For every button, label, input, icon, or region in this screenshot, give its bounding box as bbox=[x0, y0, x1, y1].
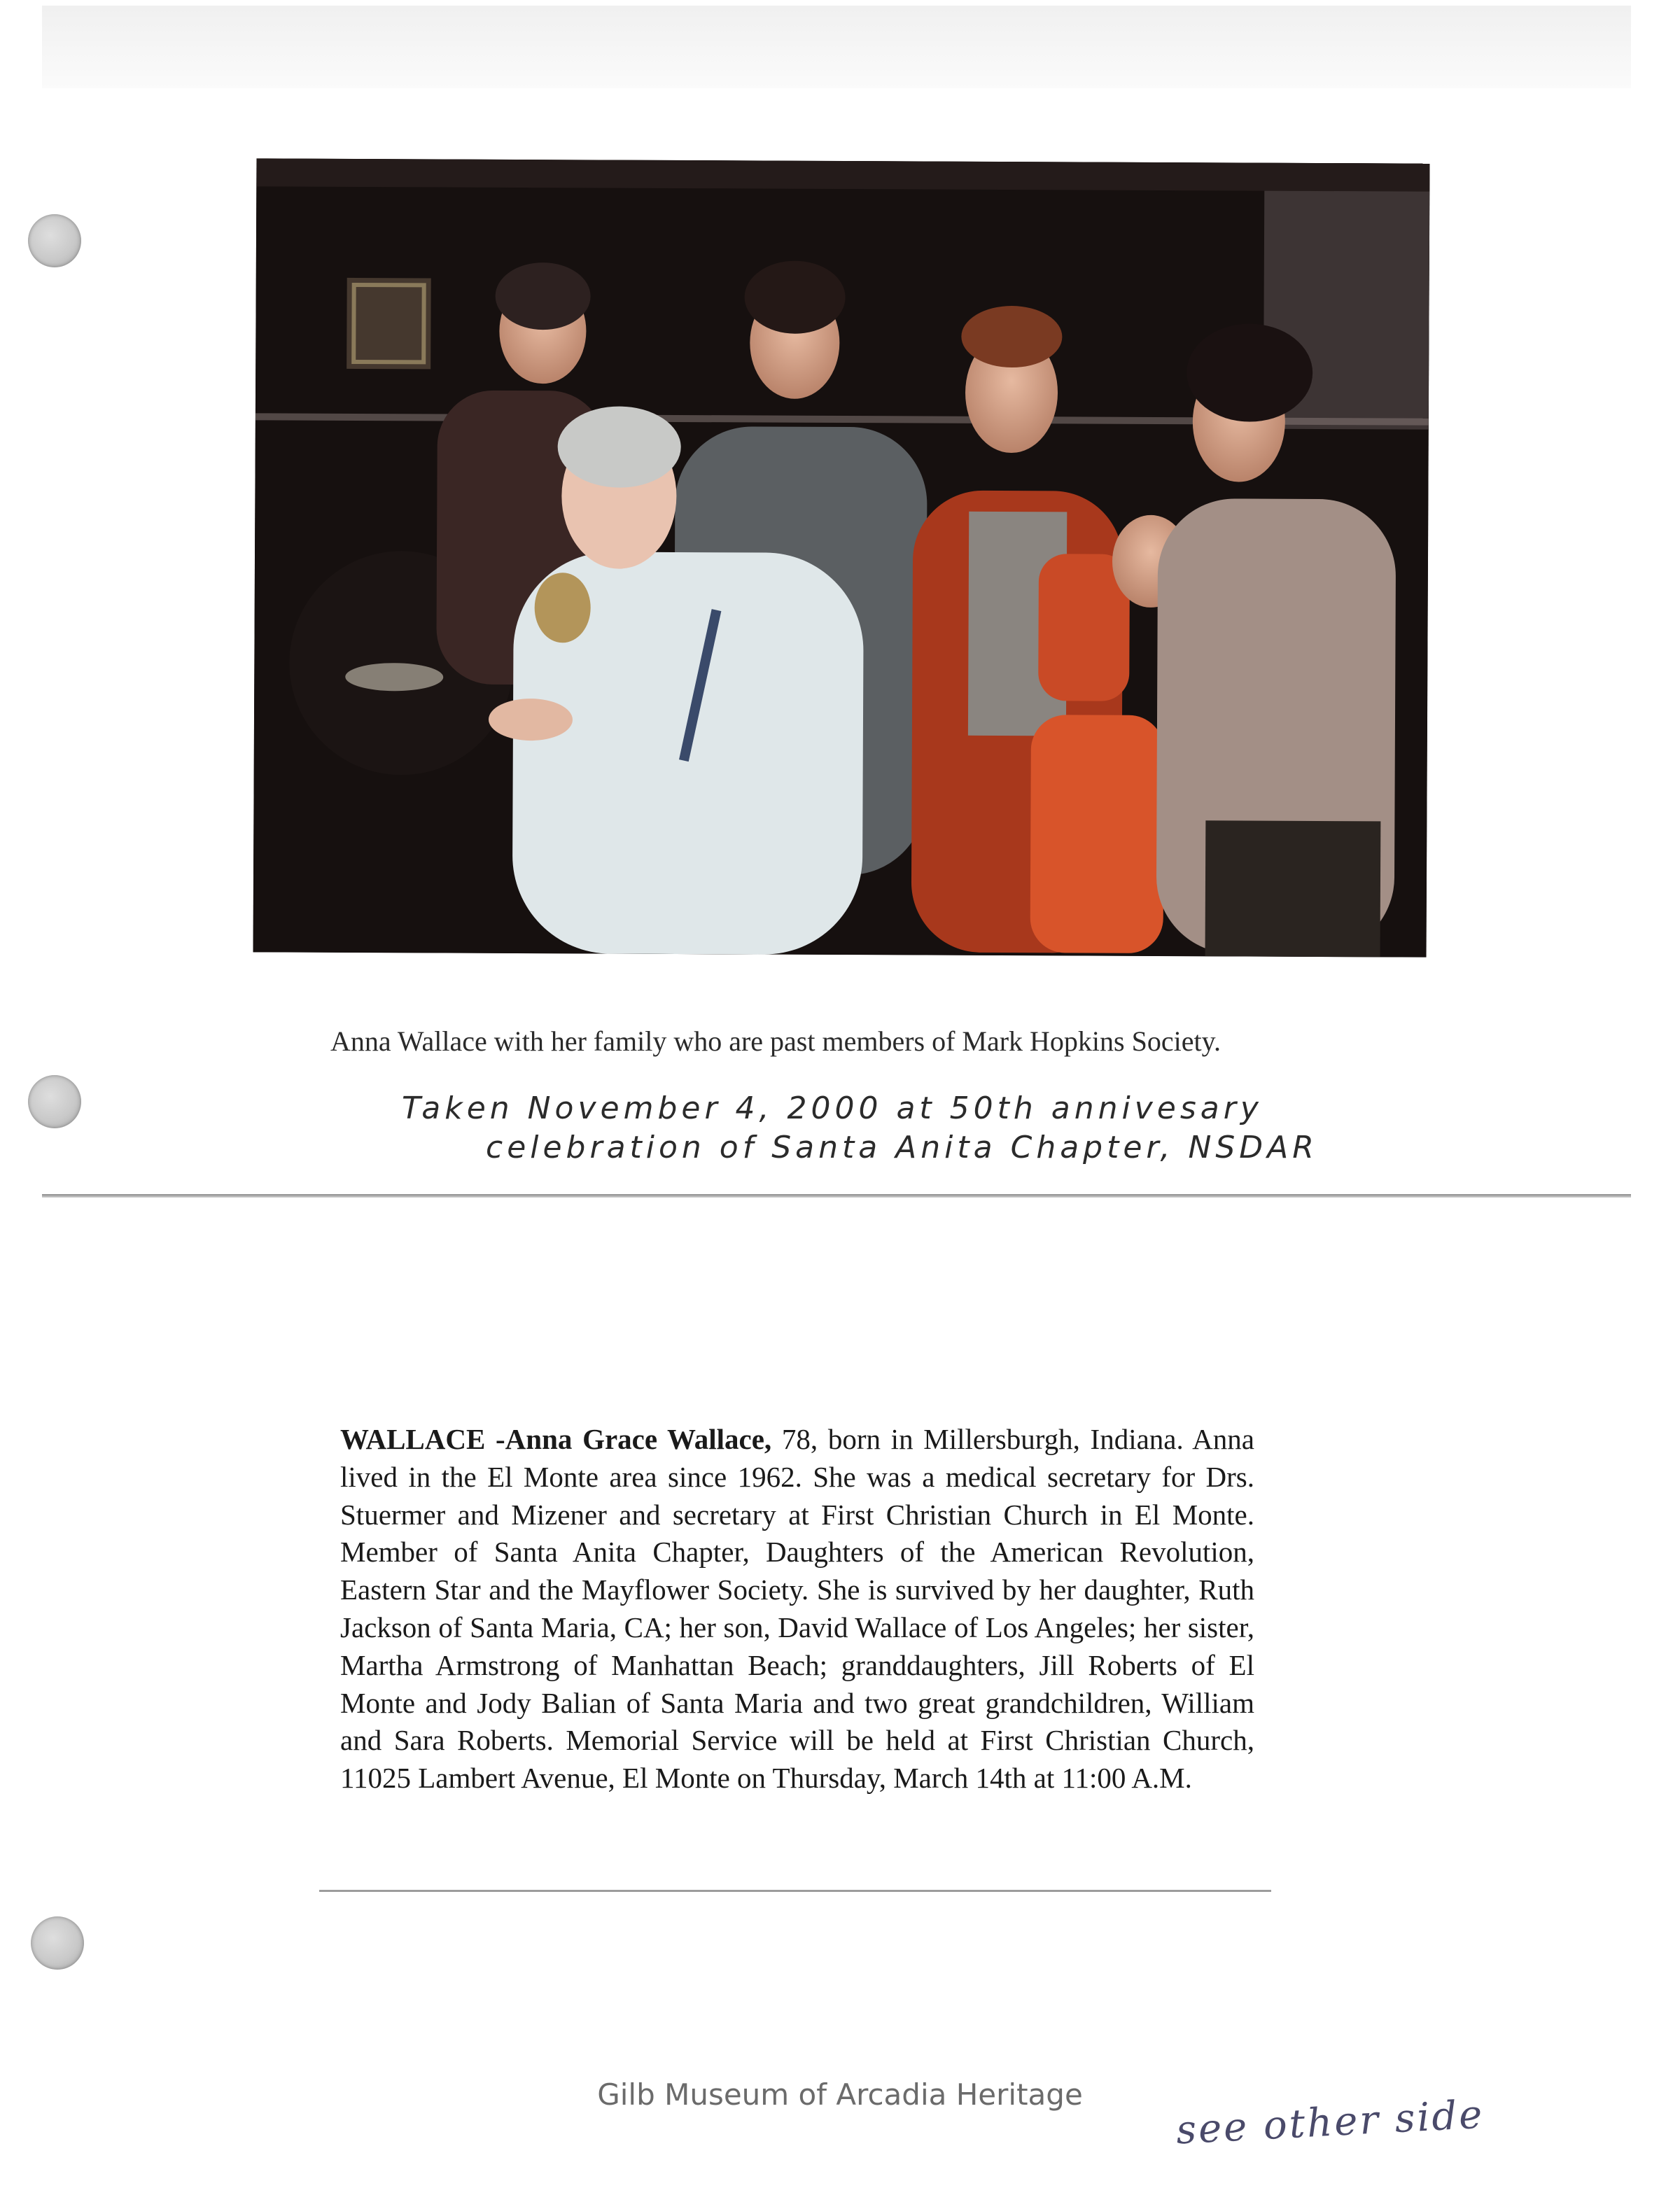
photo-caption: Anna Wallace with her family who are past members of Mark Hopkins Society. bbox=[330, 1025, 1221, 1057]
obituary-bottom-rule bbox=[319, 1890, 1271, 1892]
family-group-photo bbox=[253, 158, 1430, 957]
handwritten-caption-line-2: celebration of Santa Anita Chapter, NSDAR bbox=[486, 1130, 1318, 1165]
obituary-body: 78, born in Millersburgh, Indiana. Anna lived in the El Monte area since 1962. She was a medical secretary for Drs. Stuermer and Mizener and secretary at First Christian Church in El Monte. Member of Santa Anita Chapter, Daughters of the American Revolution, Eastern Star and the Mayflower Society. She is survived by her daughter, Ruth Jackson of Santa Maria, CA; her son, David Wallace of Los Angeles; her sister, Martha Armstrong of Manhattan Beach; granddaughters, Jill Roberts of El Monte and Jody Balian of Santa Maria and two great grandchildren, William and Sara Roberts. Memorial Service will be held at First Christian Church, 11025 Lambert Avenue, El Monte on Thursday, March 14th at 11:00 A.M. bbox=[340, 1423, 1254, 1795]
group-photo-icon bbox=[253, 158, 1430, 957]
punch-hole-top bbox=[28, 214, 81, 267]
handwritten-caption-line-1: Taken November 4, 2000 at 50th annivesary bbox=[402, 1091, 1263, 1126]
obituary-text bbox=[340, 1421, 1254, 1797]
footer-credit: Gilb Museum of Arcadia Heritage bbox=[597, 2077, 1083, 2112]
handwritten-note: see other side bbox=[1175, 2091, 1485, 2154]
section-divider bbox=[42, 1194, 1631, 1198]
scan-edge-band bbox=[42, 6, 1631, 88]
punch-hole-bottom bbox=[31, 1916, 84, 1970]
punch-hole-middle bbox=[28, 1075, 81, 1128]
obituary-name-heading: WALLACE -Anna Grace Wallace, bbox=[340, 1423, 772, 1455]
